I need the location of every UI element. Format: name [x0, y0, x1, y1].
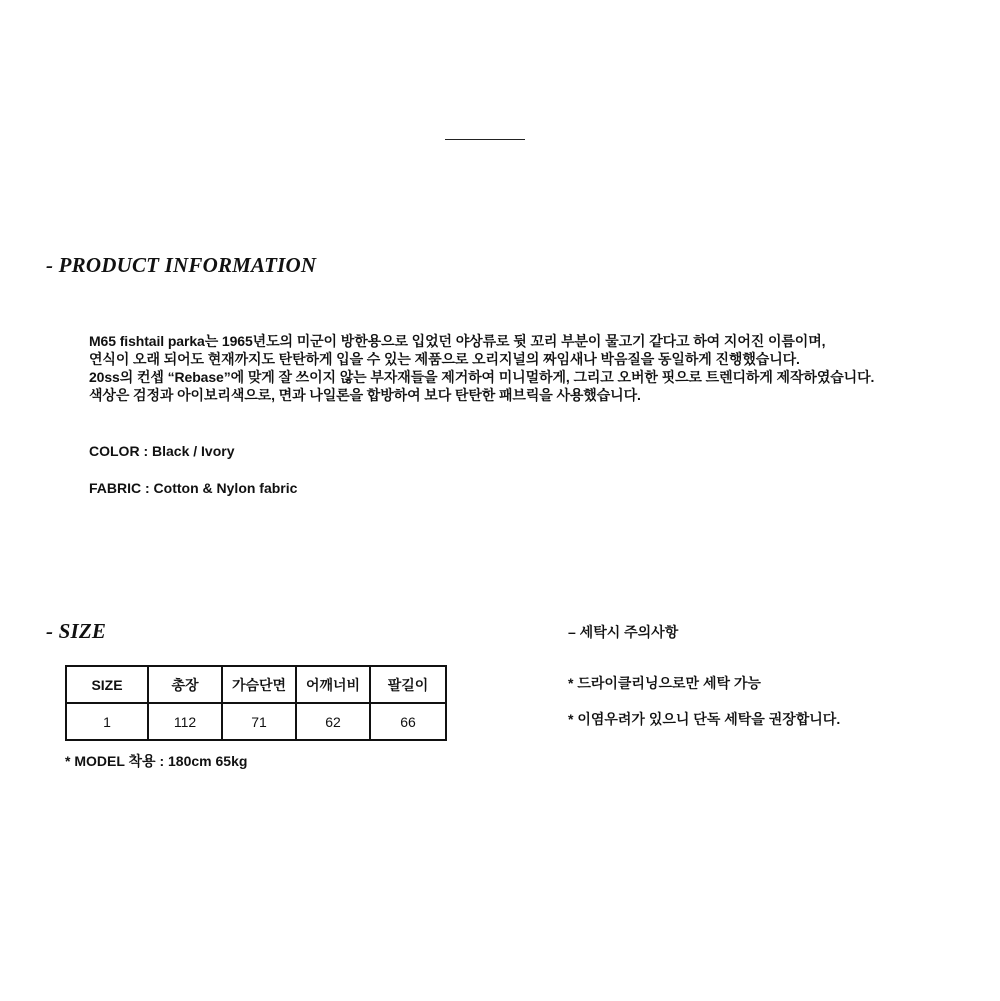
- size-table-header-cell: 총장: [148, 666, 222, 703]
- description-line: 20ss의 컨셉 “Rebase”에 맞게 잘 쓰이지 않는 부자재들을 제거하여 미니멀하게, 그리고 오버한 핏으로 트렌디하게 제작하였습니다.: [89, 369, 875, 385]
- size-table-header-row: [66, 666, 446, 703]
- size-table-header-cell: SIZE: [66, 666, 148, 703]
- description-line: 연식이 오래 되어도 현재까지도 탄탄하게 입을 수 있는 제품으로 오리지널의 짜임새나 박음질을 동일하게 진행했습니다.: [89, 351, 800, 367]
- color-spec: COLOR : Black / Ivory: [89, 443, 235, 459]
- size-table-header-cell: 어깨너비: [296, 666, 370, 703]
- size-table-cell: 62: [296, 703, 370, 740]
- size-table-cell: 66: [370, 703, 446, 740]
- size-heading: - SIZE: [46, 619, 107, 643]
- top-divider: [445, 139, 525, 140]
- product-description: [89, 332, 979, 404]
- size-table-cell: 112: [148, 703, 222, 740]
- size-table-header-cell: 가슴단면: [222, 666, 296, 703]
- description-line: 색상은 검정과 아이보리색으로, 면과 나일론을 합방하여 보다 탄탄한 패브릭을 사용했습니다.: [89, 387, 641, 403]
- size-table-cell: 1: [66, 703, 148, 740]
- product-information-heading: - PRODUCT INFORMATION: [46, 253, 317, 277]
- care-note: * 이염우려가 있으니 단독 세탁을 권장합니다.: [568, 711, 841, 727]
- size-table: [65, 665, 447, 741]
- size-table-cell: 71: [222, 703, 296, 740]
- size-table-header-cell: 팔길이: [370, 666, 446, 703]
- care-note: * 드라이클리닝으로만 세탁 가능: [568, 675, 761, 691]
- table-row: [66, 703, 446, 740]
- description-line: M65 fishtail parka는 1965년도의 미군이 방한용으로 입었던 야상류로 뒷 꼬리 부분이 물고기 같다고 하여 지어진 이름이며,: [89, 333, 826, 349]
- model-note: * MODEL 착용 : 180cm 65kg: [65, 753, 248, 769]
- fabric-spec: FABRIC : Cotton & Nylon fabric: [89, 480, 298, 496]
- care-instructions-title: – 세탁시 주의사항: [568, 624, 679, 640]
